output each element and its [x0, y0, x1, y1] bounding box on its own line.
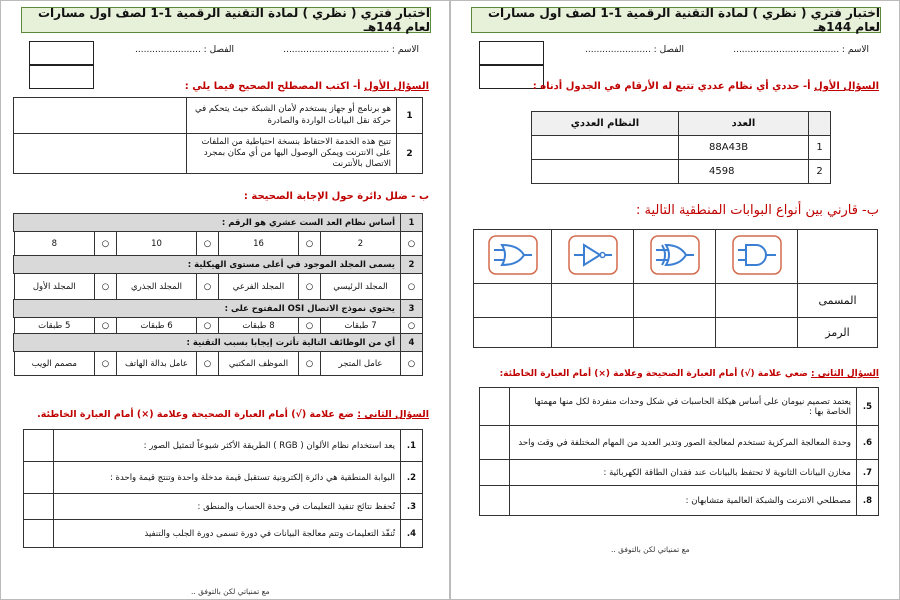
gate-symbol-label: الرمز — [798, 318, 878, 348]
gate-answer-cell[interactable] — [716, 284, 798, 318]
option-circle[interactable]: ○ — [401, 274, 423, 300]
table-row: 2 4598 — [532, 160, 831, 184]
gate-name-row — [474, 284, 878, 318]
q2-heading: السؤال الثاني : — [357, 409, 429, 420]
exam-title: اختبار فتري ( نظري ) لمادة التقنية الرقمية 1-1 لصف اول مسارات لعام 144هـ — [471, 7, 881, 33]
gate-answer-cell[interactable] — [634, 284, 716, 318]
answer-cell[interactable] — [480, 486, 510, 516]
true-false-table — [23, 429, 423, 548]
system-answer-cell[interactable] — [532, 160, 679, 184]
or-gate-icon — [488, 235, 538, 275]
table-row: 8. مصطلحي الانترنت والشبكة العالمية متشابهان : — [480, 486, 879, 516]
answer-cell[interactable] — [24, 520, 54, 548]
q1-heading: السؤال الأول — [814, 81, 879, 92]
mcq-question-row: 2 يسمى المجلد الموجود في أعلى مستوى الهيكلية : — [14, 256, 423, 274]
mcq-options-row: ○ 2 ○ 16 ○ 10 ○ 8 — [14, 232, 423, 256]
answer-cell[interactable] — [480, 460, 510, 486]
gate-answer-cell[interactable] — [716, 318, 798, 348]
gate-answer-cell[interactable] — [474, 318, 552, 348]
option-circle[interactable]: ○ — [299, 274, 321, 300]
grade-box-top[interactable] — [29, 41, 94, 65]
option-circle[interactable]: ○ — [197, 274, 219, 300]
table-row: 2 تتيح هذه الخدمة الاحتفاظ بنسخة احتياطية من الملفات على الانترنت ويمكن الوصول اليها من أي مكان بمجرد الاتصال بالأنترنت — [14, 134, 423, 174]
table-row: 7. مخازن البيانات الثانوية لا تحتفظ بالبيانات عند فقدان الطاقة الكهربائية : — [480, 460, 879, 486]
option-circle[interactable]: ○ — [299, 352, 321, 376]
mcq-question-row: 3 يحتوي نموذج الاتصال OSI المفتوح على : — [14, 300, 423, 318]
gate-name-label: المسمى — [798, 284, 878, 318]
q1b-heading: ب - ضلل دائرة حول الإجابة الصحيحة : — [243, 191, 429, 202]
class-label: الفصل : ....................... — [135, 45, 234, 55]
term-definition: تتيح هذه الخدمة الاحتفاظ بنسخة احتياطية من الملفات على الانترنت ويمكن الوصول اليها من أي مكان بمجرد الاتصال بالأنترنت — [187, 134, 397, 174]
gate-answer-cell[interactable] — [634, 318, 716, 348]
mcq-options-row: ○ 7 طبقات ○ 8 طبقات ○ 6 طبقات ○ 5 طبقات — [14, 318, 423, 334]
option-circle[interactable]: ○ — [95, 318, 117, 334]
grade-box-bottom[interactable] — [29, 65, 94, 89]
gate-answer-cell[interactable] — [474, 284, 552, 318]
table-row: 1 88A43B — [532, 136, 831, 160]
table-row: 1. يعد استخدام نظام الألوان ( RGB ) الطريقة الأكثر شيوعاً لتمثيل الصور : — [24, 430, 423, 462]
and-gate-icon — [732, 235, 782, 275]
student-name-label: الاسم : ..................................... — [733, 45, 869, 55]
table-row: 5. يعتمد تصميم نيومان على أساس هيكلة الحاسبات في شكل وحدات منفردة لكل منها مهمتها الخاصة بها : — [480, 388, 879, 426]
student-name-label: الاسم : ..................................... — [283, 45, 419, 55]
option-circle[interactable]: ○ — [197, 318, 219, 334]
mcq-question-row: 4 أي من الوظائف التالية تأثرت إيجابا بسبب التقنية : — [14, 334, 423, 352]
q2-heading: السؤال الثاني : — [810, 369, 879, 379]
gate-answer-cell[interactable] — [552, 318, 634, 348]
table-row: 3. تُحفظ نتائج تنفيذ التعليمات في وحدة الحساب والمنطق : — [24, 494, 423, 520]
q1-heading: السؤال الأول — [364, 81, 429, 92]
table-row: 4. تُنفّذ التعليمات وتتم معالجة البيانات في دورة تسمى دورة الجلب والتنفيذ — [24, 520, 423, 548]
answer-cell[interactable] — [24, 430, 54, 462]
grade-box-top[interactable] — [479, 41, 544, 65]
system-answer-cell[interactable] — [532, 136, 679, 160]
footer-note: مع تمنياتي لكن بالتوفق .. — [191, 587, 270, 596]
mcq-options-row: ○ عامل المتجر ○ الموظف المكتبي ○ عامل بدالة الهاتف ○ مصمم الويب — [14, 352, 423, 376]
logic-gates-table — [473, 229, 878, 348]
option-circle[interactable]: ○ — [95, 232, 117, 256]
exam-title: اختبار فتري ( نظري ) لمادة التقنية الرقمية 1-1 لصف اول مسارات لعام 144هـ — [21, 7, 431, 33]
not-gate-icon — [568, 235, 618, 275]
mcq-question-row: 1 أساس نظام العد الست عشري هو الرقم : — [14, 214, 423, 232]
q1-instruction: أ- حددي أي نظام عددي تتبع له الأرقام في الجدول أدناه : — [532, 81, 811, 92]
answer-cell[interactable] — [24, 462, 54, 494]
answer-cell[interactable] — [24, 494, 54, 520]
table-header-row: العدد النظام العددي — [532, 112, 831, 136]
option-circle[interactable]: ○ — [299, 232, 321, 256]
class-label: الفصل : ....................... — [585, 45, 684, 55]
option-circle[interactable]: ○ — [197, 232, 219, 256]
q1-terms-table — [13, 97, 423, 174]
number-system-table — [531, 111, 831, 184]
q2-instruction: ضع علامة (√) أمام العبارة الصحيحة وعلامة (×) أمام العبارة الخاطئة. — [37, 409, 354, 420]
table-row: 2. البوابة المنطقية هي دائرة إلكترونية تستقبل قيمة مدخلة واحدة وتنتج قيمة واحدة : — [24, 462, 423, 494]
answer-cell[interactable] — [480, 388, 510, 426]
answer-cell[interactable] — [480, 426, 510, 460]
term-answer-cell[interactable] — [14, 134, 187, 174]
q2-instruction: ضعي علامة (√) أمام العبارة الصحيحة وعلامة (×) أمام العبارة الخاطئة: — [499, 369, 808, 379]
gate-answer-cell[interactable] — [552, 284, 634, 318]
gate-icons-row — [474, 230, 878, 284]
gate-symbol-row — [474, 318, 878, 348]
footer-note: مع تمنياتي لكن بالتوفق .. — [611, 545, 690, 554]
option-circle[interactable]: ○ — [95, 352, 117, 376]
term-answer-cell[interactable] — [14, 98, 187, 134]
mcq-table — [13, 213, 423, 376]
term-definition: هو برنامج أو جهاز يستخدم لأمان الشبكة حيث يتحكم في حركة نقل البيانات الواردة والصادرة — [187, 98, 397, 134]
option-circle[interactable]: ○ — [95, 274, 117, 300]
exam-page-1 — [450, 0, 900, 600]
table-row: 6. وحدة المعالجة المركزية تستخدم لمعالجة الصور وتدير العديد من المهام المختلفة في وقت واحد — [480, 426, 879, 460]
true-false-table — [479, 387, 879, 516]
option-circle[interactable]: ○ — [401, 318, 423, 334]
option-circle[interactable]: ○ — [197, 352, 219, 376]
q1b-heading: ب- قارني بين أنواع البوابات المنطقية التالية : — [636, 203, 879, 218]
xor-gate-icon — [650, 235, 700, 275]
option-circle[interactable]: ○ — [401, 352, 423, 376]
q1-instruction: أ- اكتب المصطلح الصحيح فيما يلي : — [184, 81, 361, 92]
option-circle[interactable]: ○ — [401, 232, 423, 256]
table-row: 1 هو برنامج أو جهاز يستخدم لأمان الشبكة حيث يتحكم في حركة نقل البيانات الواردة والصادرة — [14, 98, 423, 134]
option-circle[interactable]: ○ — [299, 318, 321, 334]
mcq-options-row: ○ المجلد الرئيسي ○ المجلد الفرعي ○ المجلد الجذري ○ المجلد الأول — [14, 274, 423, 300]
